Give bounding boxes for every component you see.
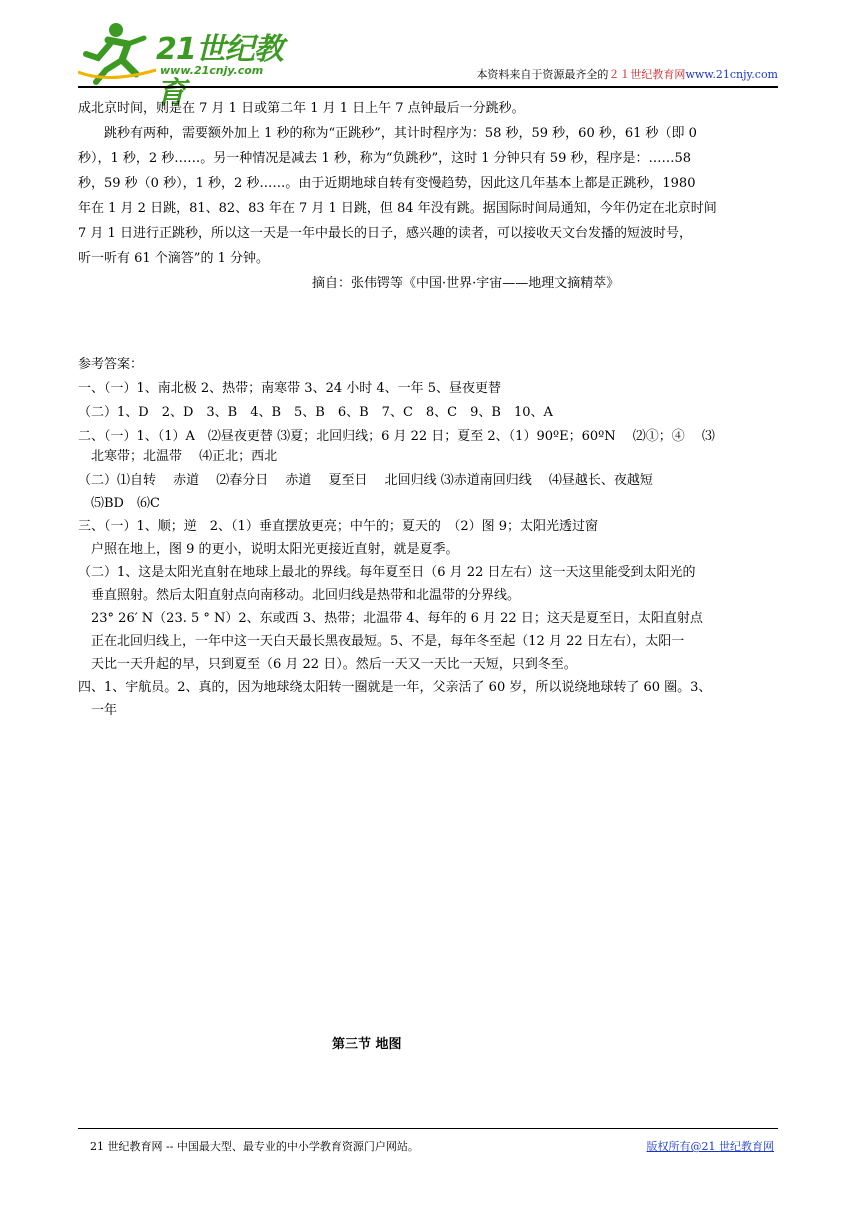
section-title: 第三节 地图 [332, 1037, 402, 1052]
body-line: 听一听有 61 个滴答”的 1 分钟。 [78, 251, 269, 266]
answer-line: （二）⑴自转 赤道 ⑵春分日 赤道 夏至日 北回归线 ⑶赤道南回归线 ⑷昼越长、夜越短 [78, 473, 653, 488]
footer-text: 21 世纪教育网 -- 中国最大型、最专业的中小学教育资源门户网站。 [90, 1140, 419, 1153]
body-line: 成北京时间，则是在 7 月 1 日或第二年 1 月 1 日上午 7 点钟最后一分跳秒。 [78, 101, 525, 116]
answer-line: 四、1、宇航员。2、真的，因为地球绕太阳转一圈就是一年，父亲活了 60 岁，所以说绕地球转了 60 圈。3、 [78, 680, 712, 695]
answer-line: ⑸BD ⑹C [91, 496, 160, 511]
answer-line: 一、（一）1、南北极 2、热带；南寒带 3、24 小时 4、一年 5、昼夜更替 [78, 381, 502, 396]
answer-line: 北寒带；北温带 ⑷正北；西北 [91, 449, 278, 464]
source-url-link[interactable]: www.21cnjy.com [685, 68, 778, 81]
answer-line: 垂直照射。然后太阳直射点向南移动。北回归线是热带和北温带的分界线。 [91, 588, 521, 603]
answer-line: （二）1、这是太阳光直射在地球上最北的界线。每年夏至日（6 月 22 日左右）这一天这里能受到太阳光的 [78, 565, 696, 580]
body-line: 7 月 1 日进行正跳秒，所以这一天是一年中最长的日子，感兴趣的读者，可以接收天文台发播的短波时号， [78, 226, 692, 241]
answer-line: 23° 26′ N（23. 5 ° N）2、东或西 3、热带；北温带 4、每年的 6 月 22 日；这天是夏至日，太阳直射点 [91, 611, 703, 626]
answers-heading: 参考答案： [78, 357, 144, 372]
answer-line: 户照在地上，图 9 的更小，说明太阳光更接近直射，就是夏季。 [91, 542, 459, 557]
citation: 摘自：张伟锷等《中国·世界·宇宙——地理文摘精萃》 [312, 276, 620, 291]
body-line: 跳秒有两种，需要额外加上 1 秒的称为“正跳秒”，其计时程序为：58 秒，59 秒，60 秒，61 秒（即 0 [104, 126, 697, 141]
answer-line: （二）1、D 2、D 3、B 4、B 5、B 6、B 7、C 8、C 9、B 10、A [78, 405, 553, 420]
answer-line: 天比一天升起的早，只到夏至（6 月 22 日）。然后一天又一天比一天短，只到冬至。 [91, 657, 577, 672]
answer-line: 正在北回归线上，一年中这一天白天最长黑夜最短。5、不是，每年冬至起（12 月 22 日左右），太阳一 [91, 634, 685, 649]
site-logo[interactable] [78, 20, 298, 111]
answer-line: 一年 [91, 703, 118, 718]
source-site-name[interactable]: ２１世纪教育网 [608, 68, 686, 81]
body-line: 年在 1 月 2 日跳，81、82、83 年在 7 月 1 日跳，但 84 年没有跳。据国际时间局通知，今年仍定在北京时间 [78, 201, 717, 216]
source-note [476, 66, 778, 82]
runner-icon [78, 20, 158, 86]
logo-text: 21世纪教育 [156, 32, 283, 111]
body-line: 秒），1 秒，2 秒……。另一种情况是减去 1 秒，称为“负跳秒”，这时 1 分钟只有 59 秒，程序是：……58 [78, 151, 692, 166]
answer-line: 二、（一）1、（1）A ⑵昼夜更替 ⑶夏；北回归线；6 月 22 日；夏至 2、（1）90ºE；60ºN ⑵①；④ ⑶ [78, 429, 715, 444]
body-line: 秒，59 秒（0 秒），1 秒，2 秒……。由于近期地球自转有变慢趋势，因此这几年基本上都是正跳秒，1980 [78, 176, 696, 191]
logo-url: www.21cnjy.com [160, 64, 264, 77]
header-divider [78, 86, 778, 88]
footer-divider [78, 1128, 778, 1129]
answer-line: 三、（一）1、顺；逆 2、（1）垂直摆放更亮；中午的；夏天的 （2）图 9；太阳光透过窗 [78, 519, 598, 534]
source-prefix: 本资料来自于资源最齐全的 [476, 68, 609, 81]
copyright-link[interactable]: 版权所有@21 世纪教育网 [646, 1140, 774, 1153]
